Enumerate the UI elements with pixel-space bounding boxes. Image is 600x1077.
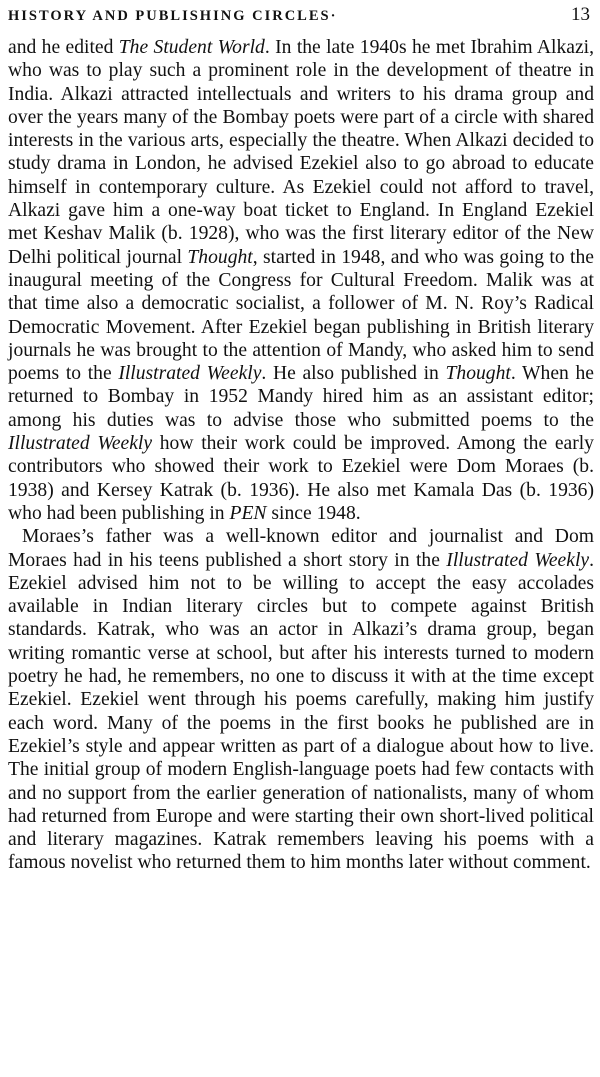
text-segment: . In the late 1940s he met Ibrahim Alkazi, who was to play such a prominent role in the development of theatre in India. Alkazi attracted intellectuals and writers to his drama group and over the years many of the Bombay poets were part of a circle with shared interests in the various arts, especially the theatre. When Alkazi decided to study drama in London, he advised Ezekiel also to go abroad to educate himself in contemporary culture. As Ezekiel could not afford to travel, Alkazi gave him a one-way boat ticket to England. In England Ezekiel met Keshav Malik (b. 1928), who was the first literary editor of the New Delhi political journal	[8, 37, 594, 268]
journal-title-pen: PEN	[229, 502, 267, 524]
journal-title-thought: Thought	[187, 246, 253, 268]
text-segment: Moraes’s father was a well-known editor and journalist and Dom Moraes had in his teens published a short story in the	[8, 526, 594, 571]
text-segment: , started in 1948, and who was going to the inaugural meeting of the Congress for Cultural Freedom. Malik was at that time also a democratic socialist, a follower of M. N. Roy’s Radical Democratic Movement. After Ezekiel began publishing in British literary journals he was brought to the attention of Mandy, who asked him to send poems to the	[8, 246, 594, 385]
page-number: 13	[571, 4, 590, 25]
journal-title-thought: Thought	[445, 363, 511, 385]
body-text	[8, 36, 594, 875]
text-segment: . When he returned to Bombay in 1952 Mandy hired him as an assistant editor; among his duties was to advise those who submitted poems to the	[8, 363, 594, 431]
text-segment: how their work could be improved. Among the early contributors who showed their work to Ezekiel were Dom Moraes (b. 1938) and Kersey Katrak (b. 1936). He also met Kamala Das (b. 1936) who had been publishing in	[8, 433, 594, 524]
paragraph	[8, 36, 594, 525]
running-head	[8, 4, 594, 34]
journal-title-the-student-world: The Student World	[118, 37, 265, 58]
text-segment: . Ezekiel advised him not to be willing to accept the easy accolades available in Indian literary circles but to compete against British standards. Katrak, who was an actor in Alkazi’s drama group, began writing romantic verse at school, but after his interests turned to modern poetry he had, he remembers, no one to discuss it with at the time except Ezekiel. Ezekiel went through his poems carefully, making him justify each word. Many of the poems in the first books he published are in Ezekiel’s style and appear written as part of a dialogue about how to live. The initial group of modern English-language poets had few contacts with and no support from the earlier generation of nationalists, many of whom had returned from Europe and were starting their own short-lived political and literary magazines. Katrak remembers leaving his poems with a famous novelist who returned them to him months later without comment.	[8, 549, 594, 874]
text-segment: and he edited	[8, 37, 119, 58]
running-title: HISTORY AND PUBLISHING CIRCLES·	[8, 8, 338, 24]
journal-title-illustrated-weekly: Illustrated Weekly	[8, 433, 153, 455]
paragraph	[8, 525, 594, 874]
journal-title-illustrated-weekly: Illustrated Weekly	[446, 549, 590, 571]
text-segment: since 1948.	[266, 502, 361, 524]
journal-title-illustrated-weekly: Illustrated Weekly	[118, 363, 262, 385]
text-segment: . He also published in	[261, 363, 446, 385]
